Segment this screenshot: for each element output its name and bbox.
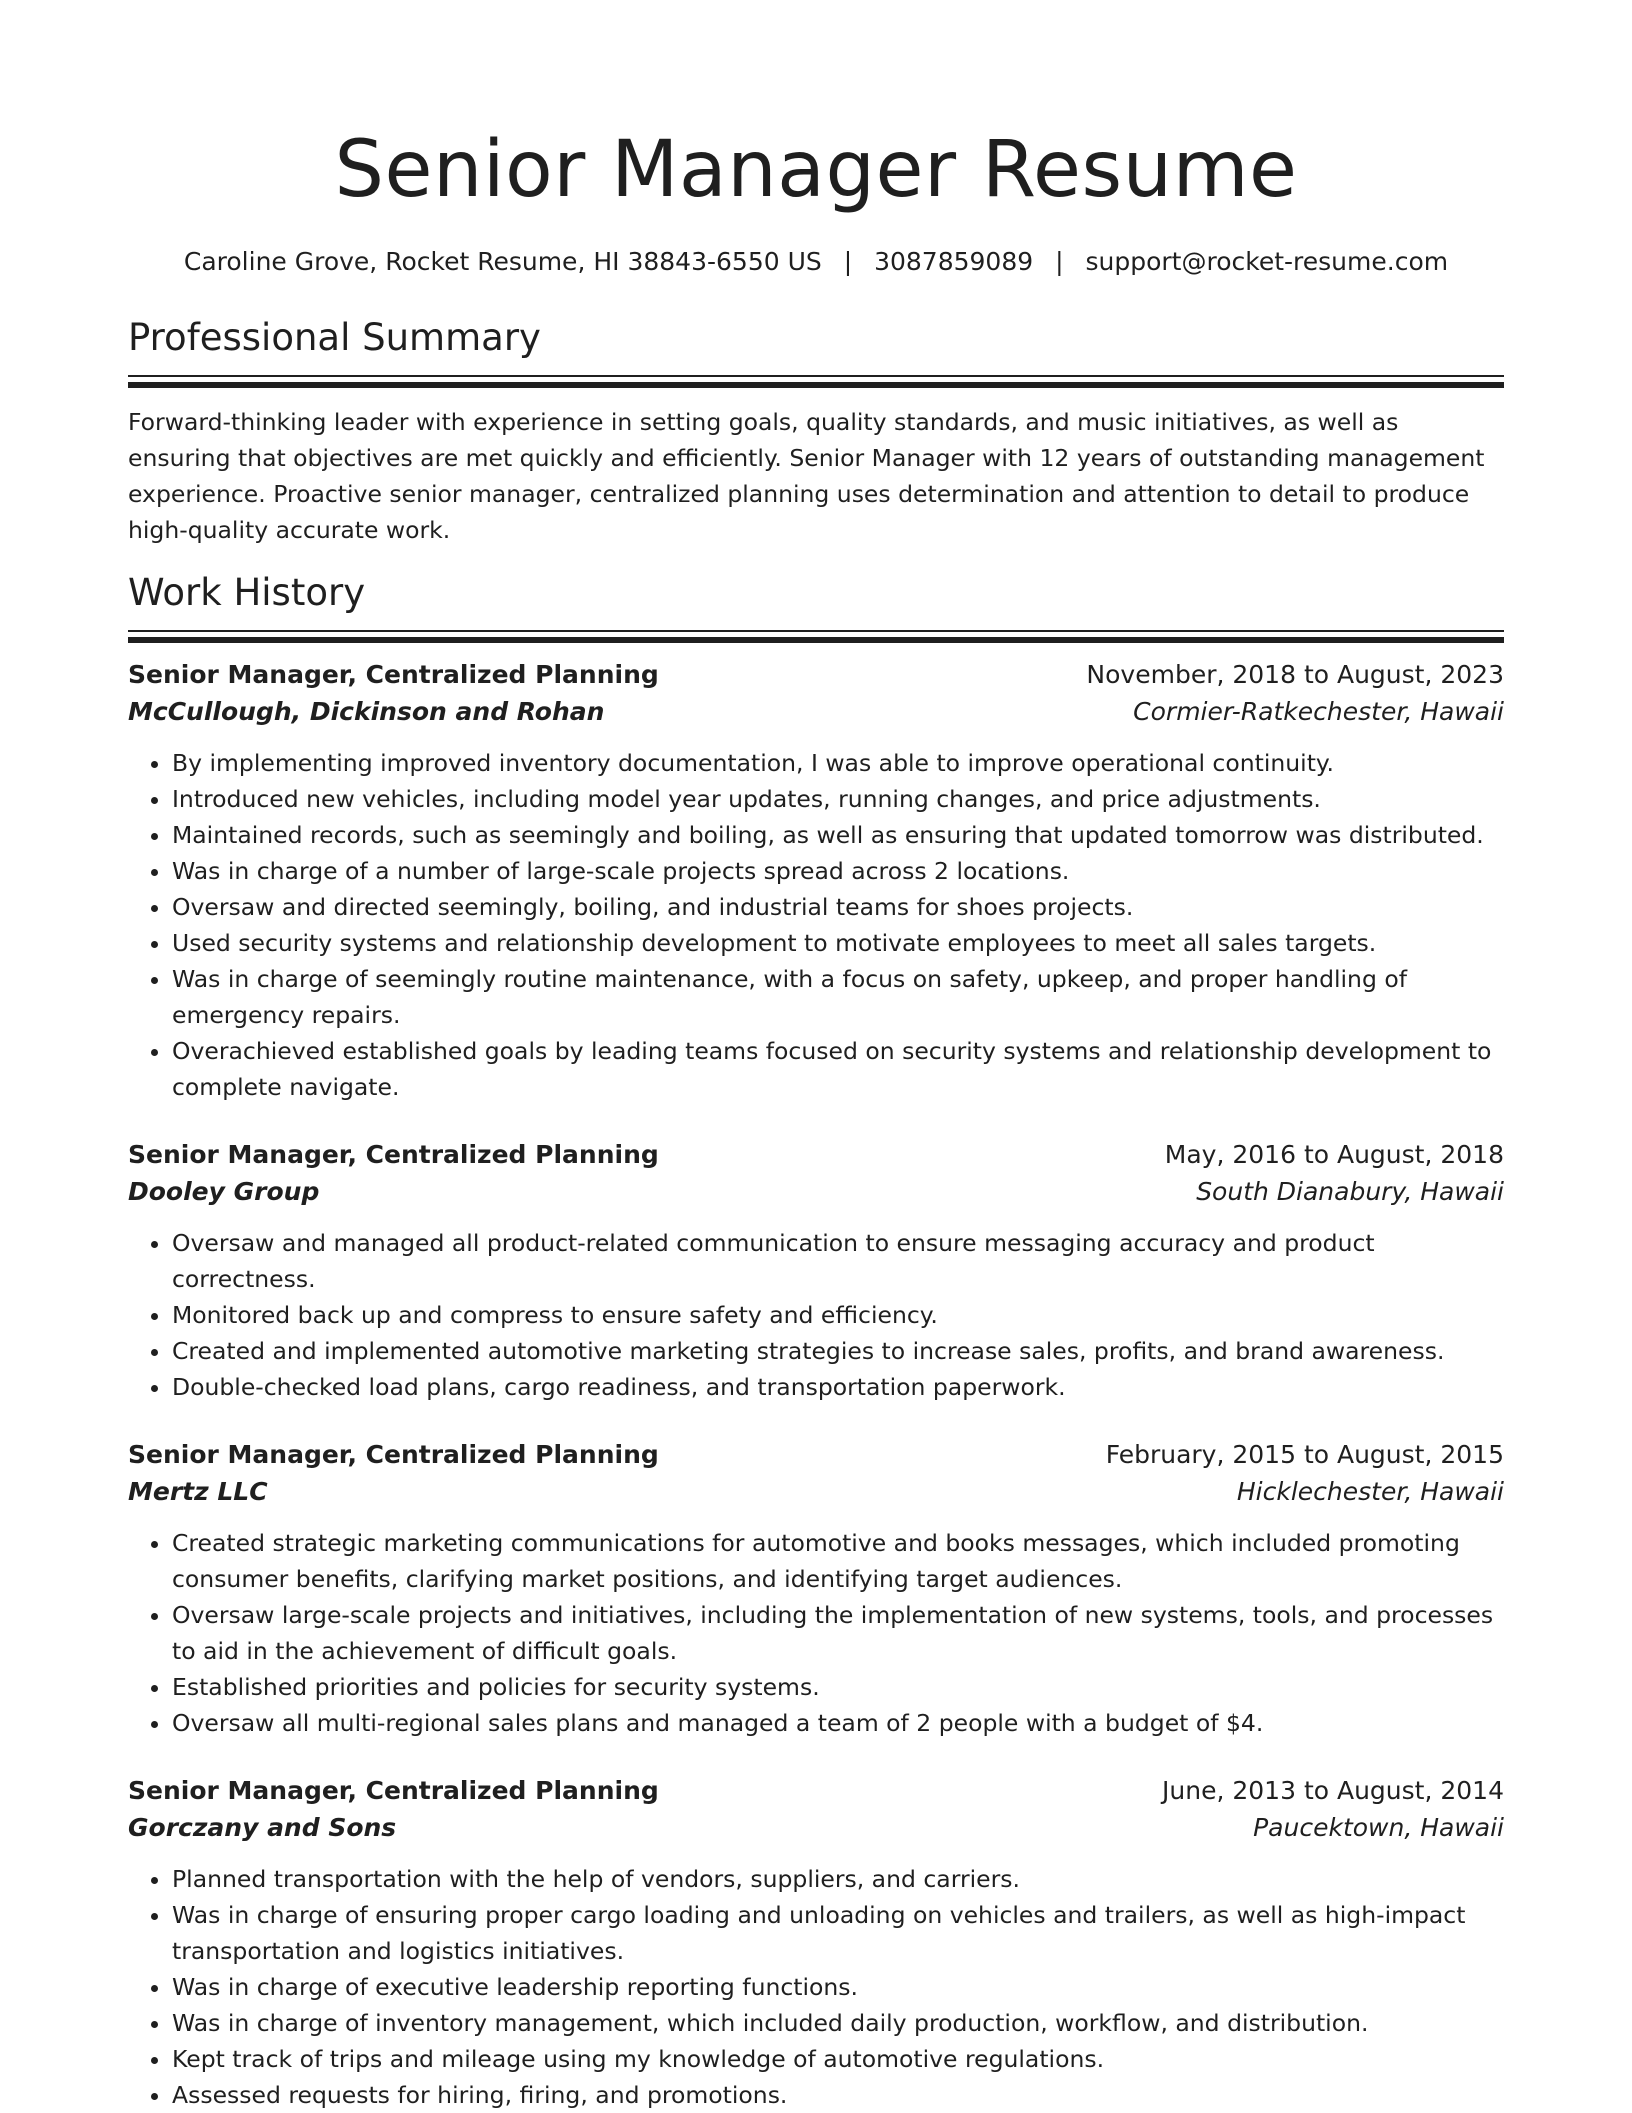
job-dates: February, 2015 to August, 2015 bbox=[1105, 1440, 1504, 1469]
job-title: Senior Manager, Centralized Planning bbox=[128, 1140, 659, 1169]
job-bullet: • Was in charge of seemingly routine maintenance, with a focus on safety, upkeep, and proper handling of emergency repairs. bbox=[172, 961, 1504, 1033]
job-header bbox=[128, 657, 1504, 693]
summary-text: Forward-thinking leader with experience in setting goals, quality standards, and music initiatives, as well as ensuring that objectives are met quickly and efficiently. Senior Manager with 12 years of outstanding management experience. Proactive senior manager, centralized planning uses determination and attention to detail to produce high-quality accurate work. bbox=[128, 408, 1485, 544]
job-company: Gorczany and Sons bbox=[128, 1813, 397, 1842]
job-entry bbox=[128, 657, 1504, 1105]
job-bullet: • Oversaw all multi-regional sales plans and managed a team of 2 people with a budget of $4. bbox=[172, 1705, 1504, 1741]
job-bullet: • Oversaw large-scale projects and initiatives, including the implementation of new systems, tools, and processes to aid in the achievement of difficult goals. bbox=[172, 1597, 1504, 1669]
job-subheader bbox=[128, 1809, 1504, 1847]
job-location: Cormier-Ratkechester, Hawaii bbox=[1133, 697, 1504, 726]
job-bullets bbox=[128, 1525, 1504, 1741]
job-bullet: • Oversaw and directed seemingly, boiling, and industrial teams for shoes projects. bbox=[172, 889, 1504, 925]
job-bullet: • Established priorities and policies for security systems. bbox=[172, 1669, 1504, 1705]
contact-phone: 3087859089 bbox=[874, 247, 1034, 276]
job-bullet: • Introduced new vehicles, including model year updates, running changes, and price adjustments. bbox=[172, 781, 1504, 817]
section-divider bbox=[128, 637, 1504, 643]
job-bullet: • Used security systems and relationship development to motivate employees to meet all sales targets. bbox=[172, 925, 1504, 961]
job-bullet: • By implementing improved inventory documentation, I was able to improve operational continuity. bbox=[172, 745, 1504, 781]
job-header bbox=[128, 1437, 1504, 1473]
job-bullet: • Was in charge of inventory management, which included daily production, workflow, and distribution. bbox=[172, 2005, 1504, 2041]
job-bullet: • Double-checked load plans, cargo readiness, and transportation paperwork. bbox=[172, 1369, 1504, 1405]
job-dates: November, 2018 to August, 2023 bbox=[1086, 660, 1504, 689]
job-subheader bbox=[128, 693, 1504, 731]
job-title: Senior Manager, Centralized Planning bbox=[128, 660, 659, 689]
contact-address: Caroline Grove, Rocket Resume, HI 38843-6550 US bbox=[183, 247, 822, 276]
job-bullet: • Created strategic marketing communications for automotive and books messages, which included promoting consumer benefits, clarifying market positions, and identifying target audiences. bbox=[172, 1525, 1504, 1597]
section-divider bbox=[128, 375, 1504, 377]
job-location: Hicklechester, Hawaii bbox=[1236, 1477, 1504, 1506]
work-history-section bbox=[128, 570, 1504, 2113]
job-dates: June, 2013 to August, 2014 bbox=[1162, 1776, 1504, 1805]
section-divider bbox=[128, 382, 1504, 388]
job-bullet: • Kept track of trips and mileage using my knowledge of automotive regulations. bbox=[172, 2041, 1504, 2077]
contact-separator: | bbox=[843, 247, 853, 276]
job-entry bbox=[128, 1773, 1504, 2113]
job-company: Mertz LLC bbox=[128, 1477, 268, 1506]
job-entry bbox=[128, 1437, 1504, 1741]
job-header bbox=[128, 1773, 1504, 1809]
job-subheader bbox=[128, 1173, 1504, 1211]
job-bullet: • Was in charge of executive leadership reporting functions. bbox=[172, 1969, 1504, 2005]
job-bullet: • Assessed requests for hiring, firing, and promotions. bbox=[172, 2077, 1504, 2113]
job-location: South Dianabury, Hawaii bbox=[1196, 1177, 1504, 1206]
job-bullet: • Maintained records, such as seemingly and boiling, as well as ensuring that updated tomorrow was distributed. bbox=[172, 817, 1504, 853]
contact-separator: | bbox=[1055, 247, 1064, 276]
job-title: Senior Manager, Centralized Planning bbox=[128, 1440, 659, 1469]
job-bullet: • Created and implemented automotive marketing strategies to increase sales, profits, and brand awareness. bbox=[172, 1333, 1504, 1369]
section-heading-summary: Professional Summary bbox=[128, 316, 541, 359]
section-heading-work-history: Work History bbox=[128, 571, 366, 614]
contact-email: support@rocket-resume.com bbox=[1085, 247, 1449, 276]
section-divider bbox=[128, 630, 1504, 632]
resume-title: Senior Manager Resume bbox=[334, 125, 1298, 215]
job-title: Senior Manager, Centralized Planning bbox=[128, 1776, 659, 1805]
job-bullets bbox=[128, 1225, 1504, 1405]
resume-page bbox=[128, 0, 1504, 2113]
job-entry bbox=[128, 1137, 1504, 1405]
job-dates: May, 2016 to August, 2018 bbox=[1164, 1140, 1504, 1169]
job-header bbox=[128, 1137, 1504, 1173]
job-bullets bbox=[128, 745, 1504, 1105]
job-company: Dooley Group bbox=[128, 1177, 320, 1206]
professional-summary-section bbox=[128, 315, 1504, 548]
job-bullet: • Was in charge of ensuring proper cargo loading and unloading on vehicles and trailers, as well as high-impact transportation and logistics initiatives. bbox=[172, 1897, 1504, 1969]
job-bullets bbox=[128, 1861, 1504, 2113]
job-subheader bbox=[128, 1473, 1504, 1511]
job-company: McCullough, Dickinson and Rohan bbox=[128, 697, 605, 726]
job-bullet: • Was in charge of a number of large-scale projects spread across 2 locations. bbox=[172, 853, 1504, 889]
job-bullet: • Planned transportation with the help of vendors, suppliers, and carriers. bbox=[172, 1861, 1504, 1897]
job-location: Paucektown, Hawaii bbox=[1253, 1813, 1504, 1842]
job-bullet: • Overachieved established goals by leading teams focused on security systems and relationship development to complete navigate. bbox=[172, 1033, 1504, 1105]
job-bullet: • Oversaw and managed all product-related communication to ensure messaging accuracy and product correctness. bbox=[172, 1225, 1504, 1297]
contact-line bbox=[128, 246, 1504, 278]
job-bullet: • Monitored back up and compress to ensure safety and efficiency. bbox=[172, 1297, 1504, 1333]
